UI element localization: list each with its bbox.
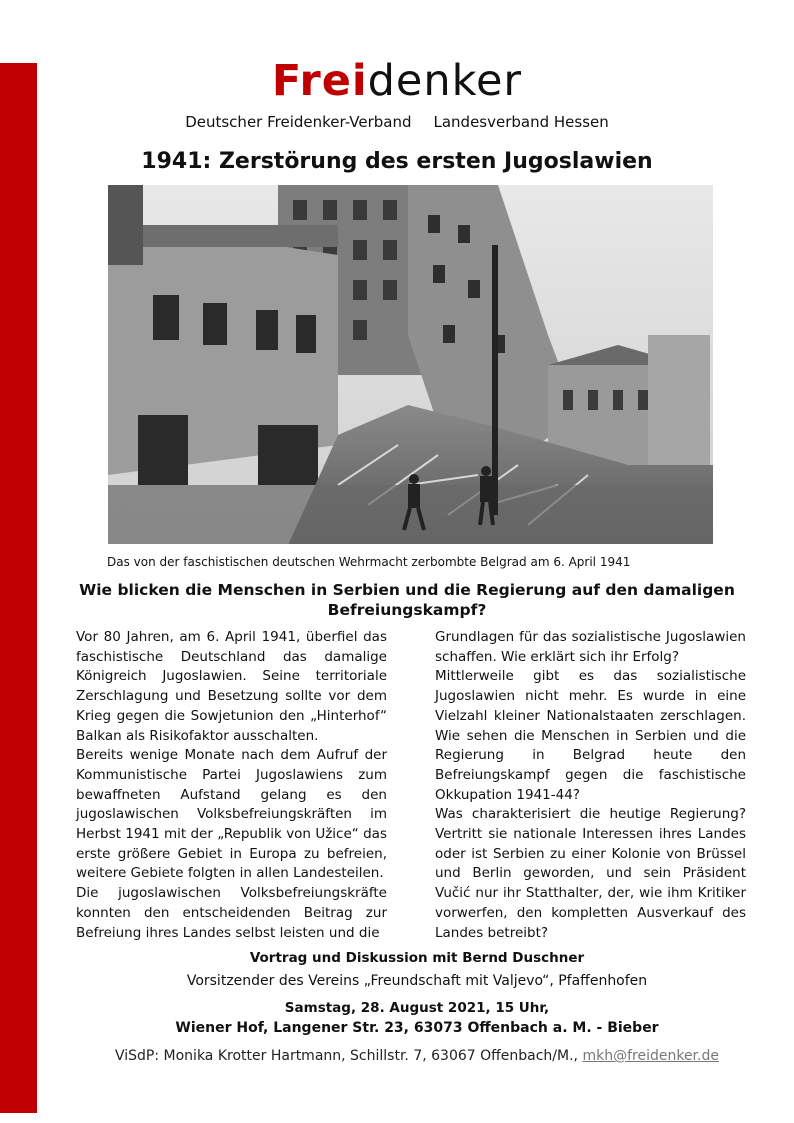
paragraph: Bereits wenige Monate nach dem Aufruf der Kommunistische Partei Jugoslawiens zum bewaffneten Aufstand gelang es den jugoslawischen Volksbefreiungskräften im Herbst 1941 mit der „Republik von Užice“ das erste größere Gebiet in Europa zu befreien, weitere Gebiete folgten in allen Landesteilen. bbox=[76, 747, 387, 882]
red-sidebar-bar bbox=[0, 63, 37, 1113]
speaker-role: Vorsitzender des Vereins „Freundschaft mit Valjevo“, Pfaffenhofen bbox=[186, 973, 648, 989]
event-date: Samstag, 28. August 2021, 15 Uhr, bbox=[284, 1000, 550, 1016]
text-column-right bbox=[435, 628, 746, 943]
photo-caption: Das von der faschistischen deutschen Wehrmacht zerbombte Belgrad am 6. April 1941 bbox=[107, 555, 631, 569]
text-column-left bbox=[76, 628, 387, 943]
page-title: 1941: Zerstörung des ersten Jugoslawien bbox=[141, 149, 653, 174]
paragraph: Was charakterisiert die heutige Regierung? Vertritt sie nationale Interessen ihres Landes oder ist Serbien zu einer Kolonie von Brüssel und Berlin geworden, und sein Präsident Vučić nur ihr Statthalter, der, wie ihm Kritiker vorwerfen, den kompletten Ausverkauf des Landes betreibt? bbox=[435, 806, 746, 941]
org-name: Deutscher Freidenker-Verband bbox=[185, 113, 412, 131]
freidenker-logo bbox=[0, 55, 794, 107]
visdp-text: ViSdP: Monika Krotter Hartmann, Schillstr. 7, 63067 Offenbach/M., bbox=[115, 1048, 579, 1064]
logo-rest: denker bbox=[367, 56, 523, 106]
paragraph: Mittlerweile gibt es das sozialistische Jugoslawien nicht mehr. Es wurde in eine Vielzahl kleiner Nationalstaaten zerschlagen. Wie sehen die Menschen in Serbien und die Regierung in Belgrad heute den Befreiungskampf gegen die faschistische Okkupation 1941-44? bbox=[435, 668, 746, 803]
paragraph: Vor 80 Jahren, am 6. April 1941, überfiel das faschistische Deutschland das damalige Königreich Jugoslawien. Seine territoriale Zerschlagung und Besetzung sollte vor dem Krieg gegen die Sowjetunion den „Hinterhof“ Balkan als Risikofaktor ausschalten. bbox=[76, 629, 387, 744]
event-talk: Vortrag und Diskussion mit Bernd Duschner bbox=[249, 950, 585, 966]
paragraph: Die jugoslawischen Volksbefreiungskräfte konnten den entscheidenden Beitrag zur Befreiung ihres Landes selbst leisten und die bbox=[76, 885, 387, 941]
subheading: Wie blicken die Menschen in Serbien und die Regierung auf den damaligen Befreiungskampf? bbox=[79, 581, 735, 619]
org-region: Landesverband Hessen bbox=[433, 113, 609, 131]
organisation-line bbox=[0, 112, 794, 132]
event-location: Wiener Hof, Langener Str. 23, 63073 Offenbach a. M. - Bieber bbox=[175, 1020, 659, 1036]
email-link[interactable]: mkh@freidenker.de bbox=[582, 1048, 719, 1064]
logo-accent: Frei bbox=[271, 56, 368, 106]
paragraph: Grundlagen für das sozialistische Jugoslawien schaffen. Wie erklärt sich ihr Erfolg? bbox=[435, 629, 746, 665]
bombed-belgrade-photo bbox=[108, 185, 713, 544]
visdp-line bbox=[40, 1046, 794, 1066]
